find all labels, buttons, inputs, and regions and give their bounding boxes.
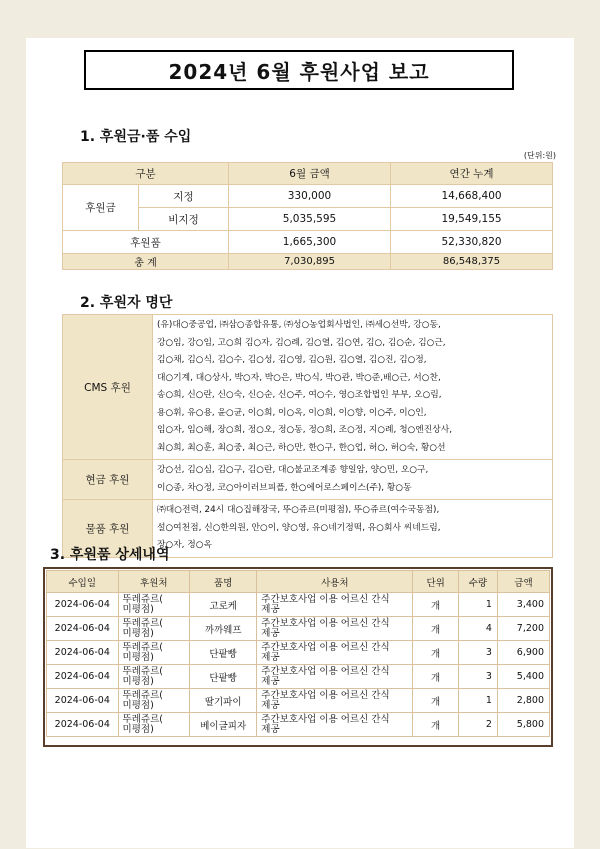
names-line: ㈜대○전력, 24시 대○집해장국, 뚜○쥬르(미평점), 뚜○쥬르(여수국동점), [157, 505, 440, 515]
cell-use [257, 713, 413, 737]
cash-names [153, 460, 553, 500]
cell-date: 2024-06-04 [47, 713, 119, 737]
unit-label: (단위:원) [523, 151, 556, 160]
row-label: 지정 [139, 185, 229, 208]
cell-date: 2024-06-04 [47, 617, 119, 641]
goods-month: 1,665,300 [229, 231, 391, 254]
names-line: 강○임, 강○임, 고○희 김○자, 김○례, 김○열, 김○연, 김○, 김○순, 김○근, [157, 337, 446, 348]
use-line: 제공 [261, 603, 280, 615]
header-item: 품명 [190, 571, 257, 593]
detail-header-row [47, 571, 550, 593]
names-line: 최○희, 최○훈, 최○중, 최○근, 하○만, 한○구, 한○업, 허○, 허○숙, 황○선 [157, 442, 446, 453]
income-row-goods [63, 231, 553, 254]
header-use: 사용처 [257, 571, 413, 593]
donor-line: 뚜레쥬르( [122, 713, 163, 725]
cell-unit: 개 [413, 665, 459, 689]
donor-line: 미평점) [122, 651, 154, 663]
cell-amount: 2,800 [497, 689, 549, 713]
income-row-total [63, 254, 553, 270]
donor-line: 미평점) [122, 603, 154, 615]
row-annual: 14,668,400 [391, 185, 553, 208]
cell-amount: 7,200 [497, 617, 549, 641]
donor-line: 뚜레쥬르( [122, 665, 163, 677]
section1-heading: 1. 후원금·품 수입 [80, 129, 192, 145]
goods-donor-label: 물품 후원 [63, 500, 153, 558]
header-category: 구분 [63, 163, 229, 185]
use-line: 주간보호사업 이용 어르신 간식 [261, 593, 390, 605]
use-line: 제공 [261, 723, 280, 735]
cell-donor [118, 593, 190, 617]
cell-use [257, 617, 413, 641]
report-title: 2024년 6월 후원사업 보고 [84, 50, 514, 90]
table-row [47, 593, 550, 617]
row-month: 5,035,595 [229, 208, 391, 231]
total-month: 7,030,895 [229, 254, 391, 270]
table-row [47, 641, 550, 665]
names-line: (유)대○중공업, ㈜삼○종합유통, ㈜성○농업회사법인, ㈜세○선박, 강○동, [157, 320, 441, 330]
use-line: 제공 [261, 699, 280, 711]
cell-qty: 3 [458, 641, 497, 665]
income-header-row [63, 163, 553, 185]
use-line: 주간보호사업 이용 어르신 간식 [261, 641, 390, 653]
names-line: 김○채, 김○식, 김○수, 김○성, 김○영, 김○원, 김○열, 김○진, 김○정, [157, 355, 427, 365]
cell-donor [118, 665, 190, 689]
donor-list-table [62, 314, 553, 558]
cell-qty: 1 [458, 593, 497, 617]
cell-item: 고로케 [190, 593, 257, 617]
use-line: 주간보호사업 이용 어르신 간식 [261, 617, 390, 629]
header-qty: 수량 [458, 571, 497, 593]
donor-line: 미평점) [122, 627, 154, 639]
use-line: 주간보호사업 이용 어르신 간식 [261, 713, 390, 725]
cell-date: 2024-06-04 [47, 641, 119, 665]
names-line: 용○휘, 유○용, 윤○균, 이○희, 이○옥, 이○희, 이○향, 이○주, 이○인, [157, 407, 427, 418]
cell-use [257, 689, 413, 713]
total-label: 총 계 [63, 254, 229, 270]
table-row [47, 713, 550, 737]
cell-unit: 개 [413, 617, 459, 641]
cms-names [153, 315, 553, 460]
use-line: 주간보호사업 이용 어르신 간식 [261, 665, 390, 677]
cell-unit: 개 [413, 713, 459, 737]
names-line: 임○자, 임○해, 장○희, 정○오, 정○동, 정○희, 조○정, 지○례, 청○엔진상사, [157, 425, 453, 435]
cell-use [257, 665, 413, 689]
donor-line: 뚜레쥬르( [122, 689, 163, 701]
names-line: 이○종, 차○정, 코○아이러브피플, 한○에어로스페이스(주), 황○동 [157, 482, 412, 493]
cell-donor [118, 689, 190, 713]
cell-amount: 5,400 [497, 665, 549, 689]
cell-item: 까까웨프 [190, 617, 257, 641]
goods-detail-table [46, 570, 550, 737]
cell-donor [118, 617, 190, 641]
cell-amount: 5,800 [497, 713, 549, 737]
document-page [26, 38, 574, 848]
group-label-donation: 후원금 [63, 185, 139, 231]
cms-label: CMS 후원 [63, 315, 153, 460]
cell-unit: 개 [413, 641, 459, 665]
cell-date: 2024-06-04 [47, 665, 119, 689]
cell-qty: 3 [458, 665, 497, 689]
donor-line: 미평점) [122, 699, 154, 711]
use-line: 주간보호사업 이용 어르신 간식 [261, 689, 390, 701]
table-row [47, 689, 550, 713]
cash-label: 현금 후원 [63, 460, 153, 500]
use-line: 제공 [261, 675, 280, 687]
names-line: 대○기계, 대○상사, 박○자, 박○은, 박○식, 박○관, 박○준,배○근, 서○찬, [157, 372, 441, 383]
donor-line: 뚜레쥬르( [122, 641, 163, 653]
row-annual: 19,549,155 [391, 208, 553, 231]
cell-qty: 4 [458, 617, 497, 641]
cell-item: 단팥빵 [190, 665, 257, 689]
donor-row-cash [63, 460, 553, 500]
cell-qty: 1 [458, 689, 497, 713]
cell-donor [118, 713, 190, 737]
row-month: 330,000 [229, 185, 391, 208]
header-month: 6월 금액 [229, 163, 391, 185]
header-annual: 연간 누계 [391, 163, 553, 185]
cell-use [257, 593, 413, 617]
cell-item: 단팥빵 [190, 641, 257, 665]
donor-row-cms [63, 315, 553, 460]
header-unit: 단위 [413, 571, 459, 593]
donor-line: 뚜레쥬르( [122, 593, 163, 605]
cell-date: 2024-06-04 [47, 689, 119, 713]
section3-heading: 3. 후원품 상세내역 [50, 547, 170, 563]
donor-line: 미평점) [122, 675, 154, 687]
cell-qty: 2 [458, 713, 497, 737]
donor-line: 미평점) [122, 723, 154, 735]
names-line: 강○선, 김○심, 김○구, 김○란, 대○불교조계종 향일암, 양○민, 오○구, [157, 465, 429, 475]
names-line: 장○자, 정○옥 [157, 540, 212, 550]
cell-item: 베이글피자 [190, 713, 257, 737]
goods-names [153, 500, 553, 558]
cell-donor [118, 641, 190, 665]
income-row-designated [63, 185, 553, 208]
goods-label: 후원품 [63, 231, 229, 254]
table-row [47, 617, 550, 641]
header-amount: 금액 [497, 571, 549, 593]
cell-date: 2024-06-04 [47, 593, 119, 617]
header-date: 수입일 [47, 571, 119, 593]
cell-unit: 개 [413, 689, 459, 713]
header-donor: 후원처 [118, 571, 190, 593]
cell-unit: 개 [413, 593, 459, 617]
cell-amount: 6,900 [497, 641, 549, 665]
total-annual: 86,548,375 [391, 254, 553, 270]
section2-heading: 2. 후원자 명단 [80, 295, 173, 311]
row-label: 비지정 [139, 208, 229, 231]
names-line: 송○희, 신○란, 신○숙, 신○순, 신○주, 여○수, 영○조합법인 부부, 오○림, [157, 390, 442, 400]
cell-amount: 3,400 [497, 593, 549, 617]
donor-line: 뚜레쥬르( [122, 617, 163, 629]
use-line: 제공 [261, 627, 280, 639]
income-table [62, 162, 553, 270]
use-line: 제공 [261, 651, 280, 663]
table-row [47, 665, 550, 689]
cell-item: 딸기파이 [190, 689, 257, 713]
cell-use [257, 641, 413, 665]
goods-annual: 52,330,820 [391, 231, 553, 254]
names-line: 설○여천점, 신○한의원, 안○이, 양○영, 유○네기정떡, 유○회사 씨네드림, [157, 522, 441, 533]
